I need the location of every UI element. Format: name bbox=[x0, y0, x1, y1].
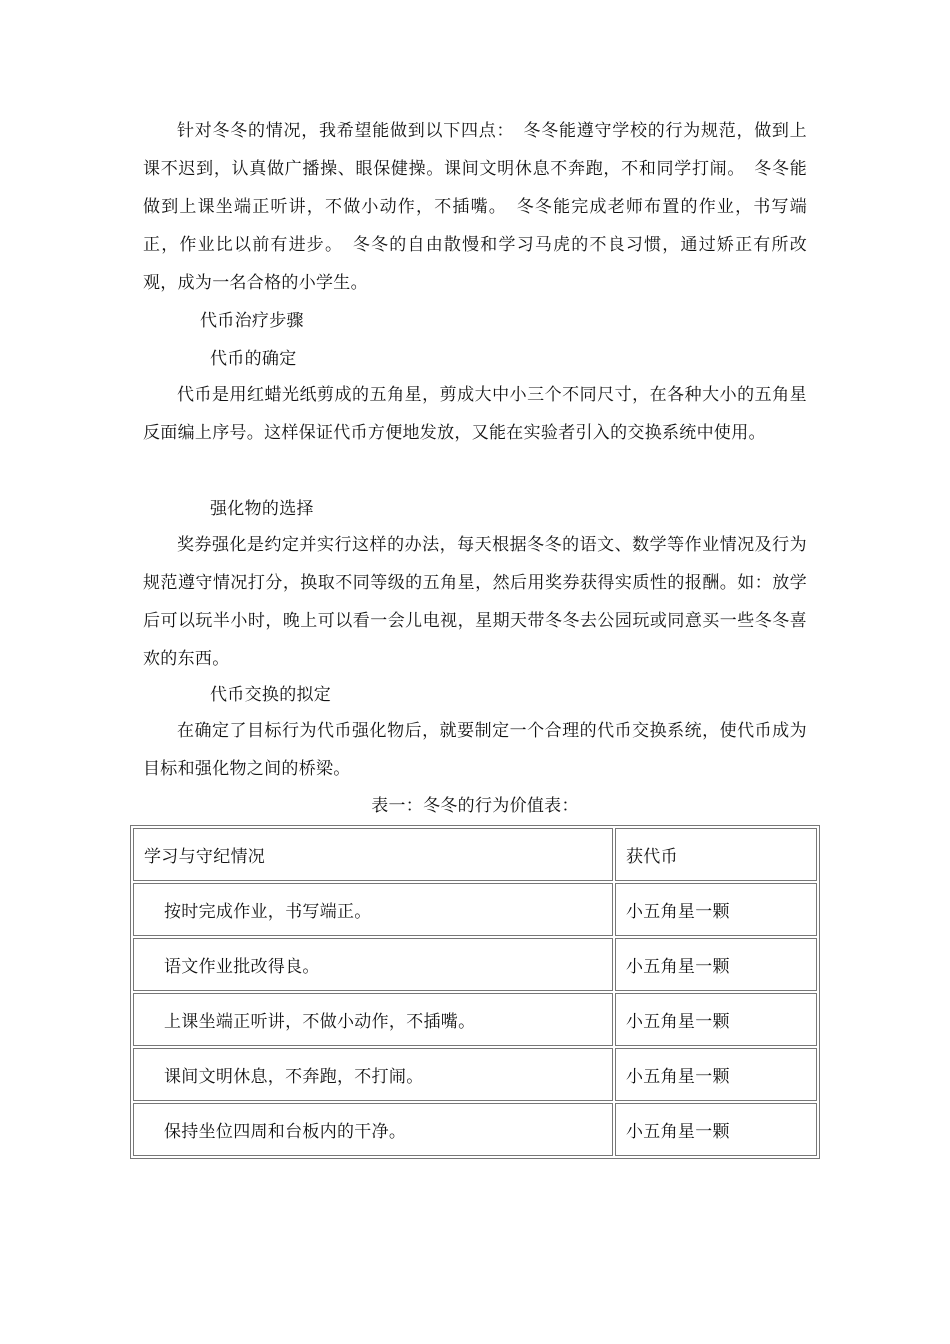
behavior-value-table bbox=[130, 825, 820, 1159]
token-cell: 小五角星一颗 bbox=[615, 883, 817, 936]
header-behavior: 学习与守纪情况 bbox=[133, 828, 613, 881]
behavior-cell: 上课坐端正听讲，不做小动作，不插嘴。 bbox=[133, 993, 613, 1046]
table-caption: 表一：冬冬的行为价值表： bbox=[371, 796, 579, 816]
behavior-cell: 按时完成作业，书写端正。 bbox=[133, 883, 613, 936]
token-heading: 代币的确定 bbox=[210, 349, 297, 369]
reinforcer-heading: 强化物的选择 bbox=[210, 499, 314, 519]
behavior-cell: 语文作业批改得良。 bbox=[133, 938, 613, 991]
table-row bbox=[133, 883, 817, 936]
header-token: 获代币 bbox=[615, 828, 817, 881]
table-row bbox=[133, 938, 817, 991]
token-cell: 小五角星一颗 bbox=[615, 1103, 817, 1156]
behavior-cell: 保持坐位四周和台板内的干净。 bbox=[133, 1103, 613, 1156]
reinforcer-paragraph: 奖券强化是约定并实行这样的办法，每天根据冬冬的语文、数学等作业情况及行为规范遵守情况打分，换取不同等级的五角星，然后用奖券获得实质性的报酬。如：放学后可以玩半小时，晚上可以看一会儿电视，星期天带冬冬去公园玩或同意买一些冬冬喜欢的东西。 bbox=[143, 535, 807, 669]
table-row bbox=[133, 993, 817, 1046]
table-header-row bbox=[133, 828, 817, 881]
exchange-paragraph: 在确定了目标行为代币强化物后，就要制定一个合理的代币交换系统，使代币成为目标和强化物之间的桥梁。 bbox=[143, 721, 807, 779]
table-row bbox=[133, 1103, 817, 1156]
token-cell: 小五角星一颗 bbox=[615, 1048, 817, 1101]
goals-paragraph: 针对冬冬的情况，我希望能做到以下四点： 冬冬能遵守学校的行为规范，做到上课不迟到，认真做广播操、眼保健操。课间文明休息不奔跑，不和同学打闹。 冬冬能做到上课坐端正听讲，不做小动作，不插嘴。 冬冬能完成老师布置的作业，书写端正，作业比以前有进步。 冬冬的自由散慢和学习马虎的不良习惯，通过矫正有所改观，成为一名合格的小学生。 bbox=[143, 121, 807, 293]
token-cell: 小五角星一颗 bbox=[615, 993, 817, 1046]
table-row bbox=[133, 1048, 817, 1101]
behavior-cell: 课间文明休息，不奔跑，不打闹。 bbox=[133, 1048, 613, 1101]
exchange-heading: 代币交换的拟定 bbox=[210, 685, 332, 705]
steps-heading: 代币治疗步骤 bbox=[200, 311, 304, 331]
token-paragraph: 代币是用红蜡光纸剪成的五角星，剪成大中小三个不同尺寸，在各种大小的五角星反面编上序号。这样保证代币方便地发放，又能在实验者引入的交换系统中使用。 bbox=[143, 385, 807, 443]
token-cell: 小五角星一颗 bbox=[615, 938, 817, 991]
